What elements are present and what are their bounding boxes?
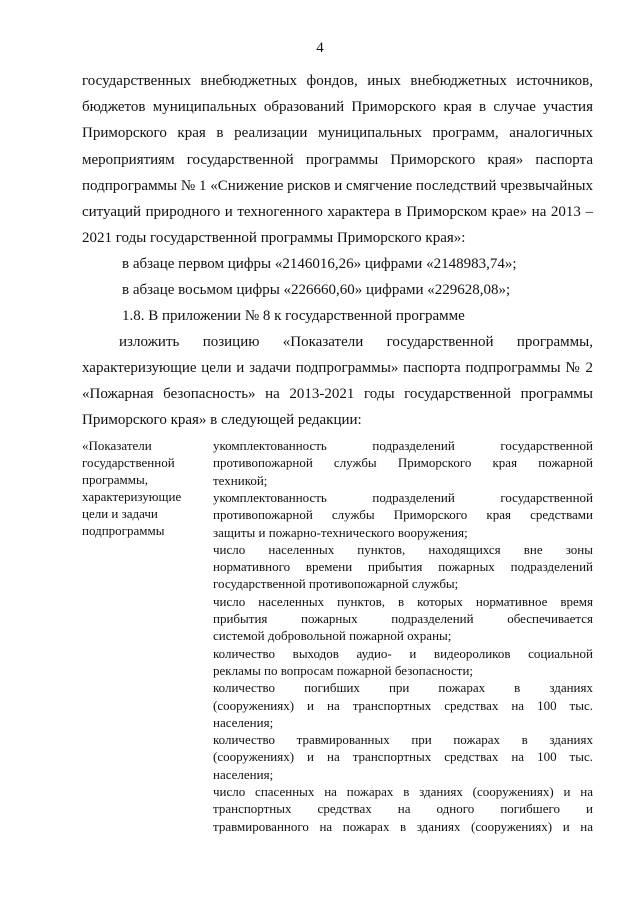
table-right-line: количество погибших при пожарах в зданиях bbox=[213, 680, 593, 696]
table-right-line: число спасенных на пожарах в зданиях (сооружениях) и на bbox=[213, 784, 593, 799]
body-line: характеризующие цели и задачи подпрограммы» паспорта подпрограммы № 2 bbox=[82, 360, 593, 376]
table-right-line: число населенных пунктов, находящихся вне зоны bbox=[213, 541, 593, 557]
table-left-line: программы, bbox=[82, 472, 148, 487]
table-right-line: государственной противопожарной службы; bbox=[213, 576, 459, 592]
table-right-line: прибытия пожарных подразделений обеспечивается bbox=[213, 611, 593, 626]
body-line: «Пожарная безопасность» на 2013-2021 годы государственной программы bbox=[82, 386, 593, 402]
table-right-line: транспортных средствах на одного погибшего и bbox=[213, 801, 593, 817]
body-line: ситуаций природного и техногенного характера в Приморском крае» на 2013 – bbox=[82, 204, 593, 220]
table-right-line: количество травмированных при пожарах в зданиях bbox=[213, 732, 593, 748]
table-left-cell bbox=[82, 437, 207, 539]
table-left-line: подпрограммы bbox=[82, 523, 165, 538]
table-right-line: укомплектованность подразделений государственной bbox=[213, 438, 593, 453]
body-line: подпрограммы № 1 «Снижение рисков и смягчение последствий чрезвычайных bbox=[82, 178, 593, 194]
body-line: мероприятиям государственной программы Приморского края» паспорта bbox=[82, 152, 593, 168]
table-left-line: характеризующие bbox=[82, 489, 182, 504]
table-right-line: техникой; bbox=[213, 472, 268, 488]
body-line: бюджетов муниципальных образований Приморского края в случае участия bbox=[82, 99, 593, 115]
table-right-line: защиты и пожарно-технического вооружения; bbox=[213, 524, 468, 540]
table-left-line: цели и задачи bbox=[82, 506, 158, 521]
table-right-line: населения; bbox=[213, 766, 274, 782]
table-right-line: противопожарной службы Приморского края средствами bbox=[213, 507, 593, 523]
table-right-line: нормативного времени прибытия пожарных подразделений bbox=[213, 559, 593, 575]
table-right-line: количество выходов аудио- и видеороликов социальной bbox=[213, 645, 593, 661]
table-left-line: «Показатели bbox=[82, 438, 152, 453]
table-right-line: травмированного на пожарах в зданиях (сооружениях) и на bbox=[213, 818, 593, 834]
page-number: 4 bbox=[316, 40, 324, 56]
table-right-line: населения; bbox=[213, 714, 274, 730]
body-line: в абзаце первом цифры «2146016,26» цифрами «2148983,74»; bbox=[122, 256, 517, 272]
table-left-line: государственной bbox=[82, 455, 175, 470]
body-line: Приморского края» в следующей редакции: bbox=[82, 412, 362, 428]
body-line: изложить позицию «Показатели государственной программы, bbox=[119, 334, 593, 350]
table-right-line: число населенных пунктов, в которых нормативное время bbox=[213, 593, 593, 609]
body-line: 2021 годы государственной программы Приморского края»: bbox=[82, 230, 466, 246]
body-line: в абзаце восьмом цифры «226660,60» цифрами «229628,08»; bbox=[122, 282, 511, 298]
table-right-line: противопожарной службы Приморского края пожарной bbox=[213, 455, 593, 471]
table-right-line: укомплектованность подразделений государственной bbox=[213, 489, 593, 505]
table-right-line: рекламы по вопросам пожарной безопасности; bbox=[213, 662, 474, 678]
table-right-line: (сооружениях) и на транспортных средствах на 100 тыс. bbox=[213, 749, 593, 765]
table-right-line: системой добровольной пожарной охраны; bbox=[213, 628, 452, 644]
table-right-line: (сооружениях) и на транспортных средствах на 100 тыс. bbox=[213, 697, 593, 713]
body-line: Приморского края в реализации муниципальных программ, аналогичных bbox=[82, 125, 593, 141]
body-line: государственных внебюджетных фондов, иных внебюджетных источников, bbox=[82, 73, 593, 89]
body-line: 1.8. В приложении № 8 к государственной программе bbox=[122, 308, 465, 324]
